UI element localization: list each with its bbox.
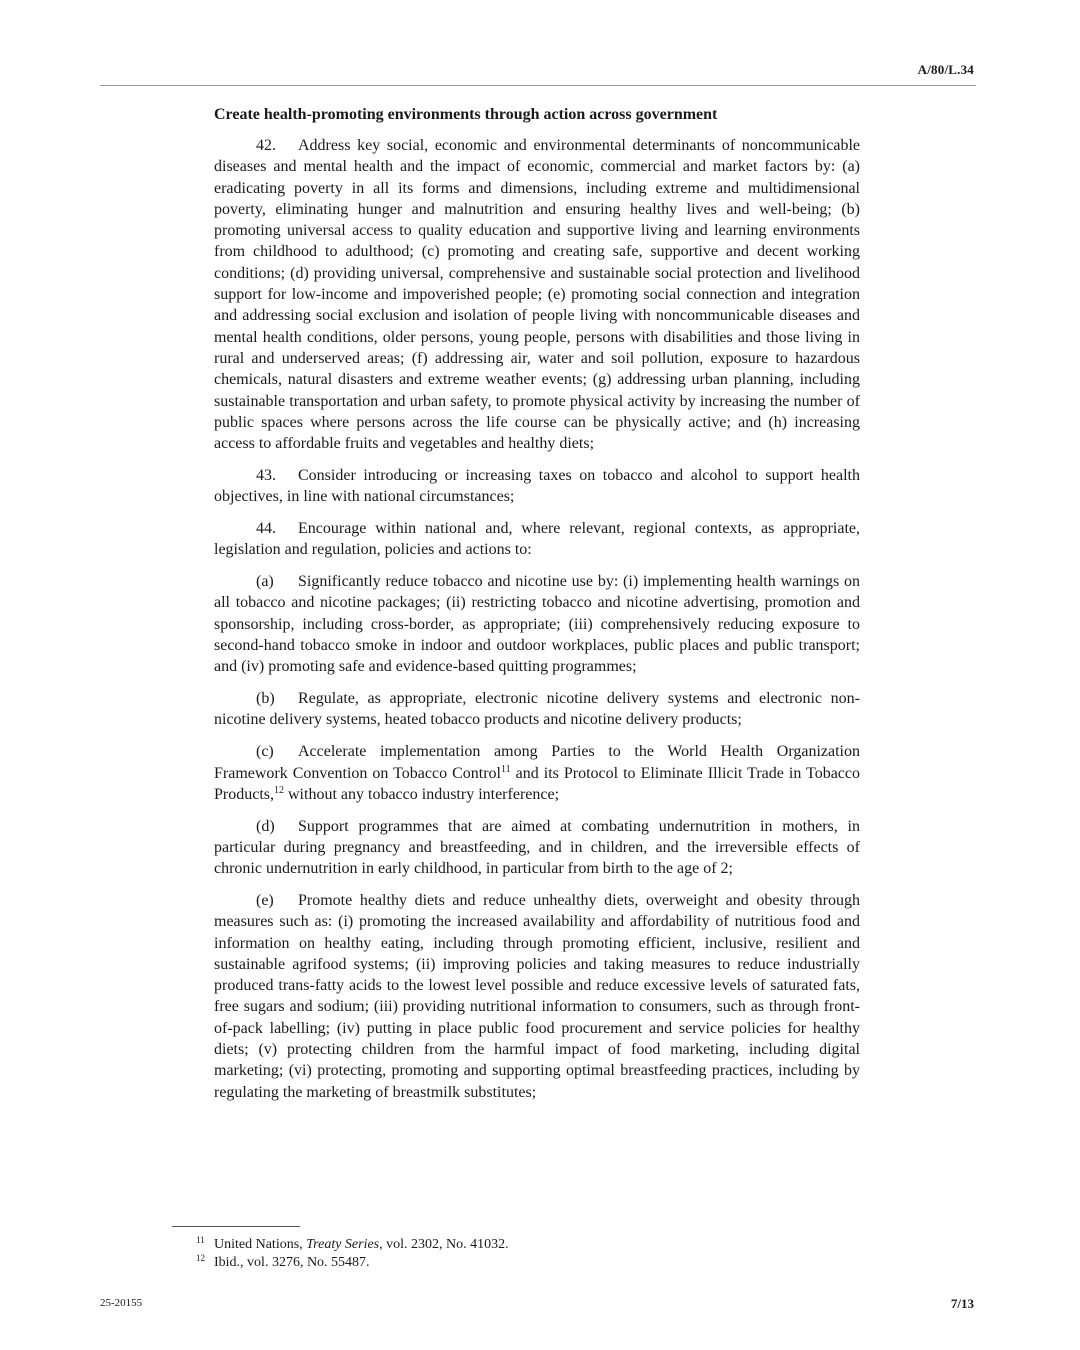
subparagraph-text: Significantly reduce tobacco and nicotine use by: (i) implementing health warnings on all tobacco and nicotine packages; (ii) restricting tobacco and nicotine advertising, promotion and sponsorship, including cross-border, as appropriate; (iii) comprehensively reducing exposure to second-hand tobacco smoke in indoor and outdoor workplaces, public places and public transport; and (iv) promoting safe and evidence-based quitting programmes;	[214, 573, 860, 676]
subparagraph-text: Support programmes that are aimed at combating undernutrition in mothers, in particular during pregnancy and breastfeeding, and in children, and the irreversible effects of chronic undernutrition in early childhood, in particular from birth to the age of 2;	[214, 817, 860, 878]
footnote-11: 11 United Nations, Treaty Series, vol. 2302, No. 41032.	[196, 1235, 509, 1252]
footnote-italic-title: Treaty Series	[306, 1237, 380, 1252]
subparagraph-letter: (e)	[256, 892, 274, 909]
document-body	[214, 104, 860, 1113]
subparagraph-d	[214, 816, 860, 880]
subparagraph-a	[214, 571, 860, 677]
subparagraph-letter: (b)	[256, 690, 275, 708]
subparagraph-text-continued: and its Protocol to Eliminate Illicit Trade in Tobacco Products,	[214, 764, 861, 803]
subparagraph-b	[214, 688, 860, 731]
footnotes	[196, 1236, 876, 1272]
paragraph-44	[214, 518, 860, 561]
paragraph-number: 44.	[256, 520, 276, 538]
footnote-separator	[172, 1226, 300, 1227]
paragraph-number: 42.	[256, 137, 276, 154]
page-number: 7/13	[950, 1296, 974, 1311]
paragraph-text: Address key social, economic and environmental determinants of noncommunicable diseases and mental health and the impact of economic, commercial and market factors by: (a) eradicating poverty in all its forms and dimensions, including extreme and multidimensional poverty, eliminating hunger and malnutrition and ensuring healthy lives and well-being; (b) promoting universal access to quality education and supportive living and learning environments from childhood to adulthood; (c) promoting and creating safe, supportive and decent working conditions; (d) providing universal, comprehensive and sustainable social protection and livelihood support for low-income and impoverished people; (e) promoting social connection and integration and addressing social exclusion and isolation of people living with noncommunicable diseases and mental health conditions, older persons, young people, persons with disabilities and those living in rural and underserved areas; (f) addressing air, water and soil pollution, exposure to hazardous chemicals, natural disasters and extreme weather events; (g) addressing urban planning, including sustainable transportation and urban safety, to promote physical activity by increasing the number of public spaces where persons across the life course can be physically active; and (h) increasing access to affordable fruits and vegetables and healthy diets;	[214, 137, 860, 453]
subparagraph-c	[214, 741, 860, 805]
paragraph-text: Encourage within national and, where relevant, regional contexts, as appropriate, legislation and regulation, policies and actions to:	[214, 520, 860, 559]
footnote-text: United Nations,	[214, 1237, 307, 1252]
paragraph-42	[214, 135, 860, 454]
subparagraph-text: Promote healthy diets and reduce unhealthy diets, overweight and obesity through measures such as: (i) promoting the increased availability and affordability of nutritious food and information on healthy eating, including through promoting efficient, inclusive, resilient and sustainable agrifood systems; (ii) improving policies and taking measures to reduce industrially produced trans-fatty acids to the lowest level possible and reduce excessive levels of saturated fats, free sugars and sodium; (iii) providing nutritional information to consumers, such as through front-of-pack labelling; (iv) putting in place public food procurement and service policies for healthy diets; (v) protecting children from the harmful impact of food marketing, including digital marketing; (vi) protecting, promoting and supporting optimal breastfeeding practices, including by regulating the marketing of breastmilk substitutes;	[214, 892, 860, 1101]
footnote-text: Ibid., vol. 3276, No. 55487.	[214, 1255, 370, 1270]
footnote-reference-11[interactable]: 11	[501, 763, 511, 775]
header-rule	[100, 85, 976, 86]
subparagraph-text: Accelerate implementation among Parties to the World Health Organization Framework Convention on Tobacco Control	[214, 743, 860, 782]
footnote-text-after: , vol. 2302, No. 41032.	[379, 1237, 509, 1252]
footnote-12: 12 Ibid., vol. 3276, No. 55487.	[196, 1253, 370, 1270]
document-symbol: A/80/L.34	[917, 62, 974, 77]
subparagraph-text: Regulate, as appropriate, electronic nicotine delivery systems and electronic non-nicotine delivery systems, heated tobacco products and nicotine delivery products;	[214, 690, 860, 729]
subparagraph-e	[214, 890, 860, 1103]
subparagraph-letter: (d)	[256, 817, 275, 835]
job-number: 25-20155	[100, 1297, 143, 1309]
paragraph-43	[214, 465, 860, 508]
paragraph-text: Consider introducing or increasing taxes on tobacco and alcohol to support health objectives, in line with national circumstances;	[214, 466, 860, 506]
subparagraph-letter: (a)	[256, 573, 274, 591]
subparagraph-text-end: without any tobacco industry interference;	[284, 785, 560, 803]
section-heading: Create health-promoting environments through action across government	[214, 106, 718, 123]
footnote-reference-12[interactable]: 12	[274, 784, 284, 796]
paragraph-number: 43.	[256, 466, 276, 484]
subparagraph-letter: (c)	[256, 743, 274, 761]
